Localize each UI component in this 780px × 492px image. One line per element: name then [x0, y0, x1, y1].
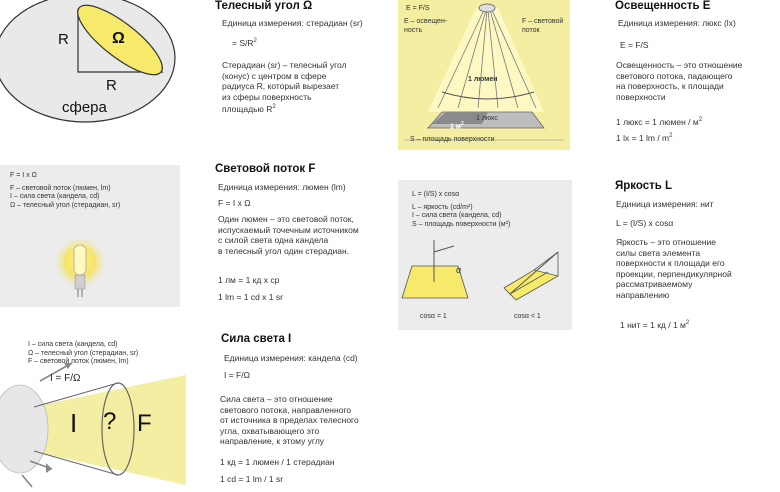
intensity-title: Сила света I: [221, 333, 292, 345]
intensity-fig-f: F: [137, 410, 152, 437]
sphere-label: сфера: [62, 99, 107, 116]
illuminance-eq1: 1 люкс = 1 люмен / $м^2$: [616, 116, 703, 127]
solid-angle-desc: Стерадиан (sr) – телесный угол (конус) с центром в сфере радиуса R, который вырезает из сферы поверхность площадью $R^2$: [222, 60, 347, 114]
intensity-fig-lines: I – сила света (кандела, cd) Ω – телесный угол (стерадиан, sr) F – световой поток (люмен, lm): [28, 341, 139, 365]
luminance-formula: L = (I/S) x cosα: [616, 218, 674, 228]
intensity-desc: Сила света – это отношение светового потока, направленного от источника в пределах телесного угла, охватывающего это направление, к этому углу: [220, 394, 359, 446]
flux-desc: Один люмен – это световой поток, испускаемый точечным источником с силой света одна кандела в телесный угол один стерадиан.: [218, 214, 359, 256]
lamp-lux: 1 люкс: [476, 115, 498, 122]
lamp-e-formula: E = F/S: [406, 5, 430, 12]
intensity-formula: I = F/Ω: [224, 370, 250, 380]
flux-title: Световой поток F: [215, 163, 316, 175]
luminance-cap1: cosα = 1: [420, 313, 447, 320]
solid-angle-formula: = $S/R^2$: [232, 37, 257, 48]
illuminance-formula: E = F/S: [620, 40, 649, 50]
flux-eq2: 1 lm = 1 cd x 1 sr: [218, 292, 283, 302]
flux-formula: F = I x Ω: [218, 198, 251, 208]
luminance-cap2: cosα < 1: [514, 313, 541, 320]
bulb-panel-text: F = I x Ω F – световой поток (люмен, lm) I – сила света (кандела, cd) Ω – телесный угол (стерадиан, sr): [10, 172, 121, 209]
illuminance-title: Освещенность E: [615, 0, 711, 12]
intensity-eq2: 1 cd = 1 lm / 1 sr: [220, 474, 284, 484]
luminance-unit: Единица измерения: нит: [616, 199, 714, 209]
lamp-f-label: F – световой поток: [522, 18, 564, 34]
intensity-fig-i: I: [70, 408, 78, 438]
lamp-m2: 1 $м^2$: [450, 121, 464, 131]
lamp-e-label: E – освещен- ность: [404, 18, 448, 34]
luminance-eq: 1 нит = 1 кд / 1 $м^2$: [620, 319, 690, 330]
intensity-fig-q: ?: [103, 408, 117, 435]
lamp-s-label: S – площадь поверхности: [410, 136, 495, 143]
solid-angle-unit: Единица измерения: стерадиан (sr): [222, 18, 363, 28]
intensity-unit: Единица измерения: кандела (cd): [224, 353, 358, 363]
luminance-desc: Яркость – это отношение силы света элемента поверхности к площади его проекции, перпендикулярной рассматриваемому направлению: [616, 237, 732, 300]
sphere-r-bottom: R: [106, 77, 117, 94]
flux-unit: Единица измерения: люмен (lm): [218, 182, 346, 192]
flux-eq1: 1 лм = 1 кд x ср: [218, 275, 280, 285]
sphere-r-left: R: [58, 31, 69, 48]
bulb-drawing: [40, 235, 120, 305]
sphere-diagram: [0, 0, 180, 130]
lamp-lumen: 1 люмен: [468, 76, 498, 83]
illuminance-unit: Единица измерения: люкс (lx): [618, 18, 736, 28]
sphere-omega: Ω: [112, 30, 125, 47]
solid-angle-title: Телесный угол Ω: [215, 0, 313, 12]
luminance-title: Яркость L: [615, 180, 673, 192]
luminance-panel-text: L = (I/S) x cosα L – яркость (cd/m²) I – сила света (кандела, cd) S – площадь поверхности (м²): [412, 191, 511, 228]
luminance-alpha: α: [456, 265, 462, 275]
illuminance-desc: Освещенность – это отношение светового потока, падающего на поверхность, к площади поверхности: [616, 60, 743, 102]
illuminance-eq2: 1 lx = 1 lm / $m^2$: [616, 132, 673, 143]
intensity-eq1: 1 кд = 1 люмен / 1 стерадиан: [220, 457, 335, 467]
intensity-fig-formula: I = F/Ω: [50, 373, 81, 384]
